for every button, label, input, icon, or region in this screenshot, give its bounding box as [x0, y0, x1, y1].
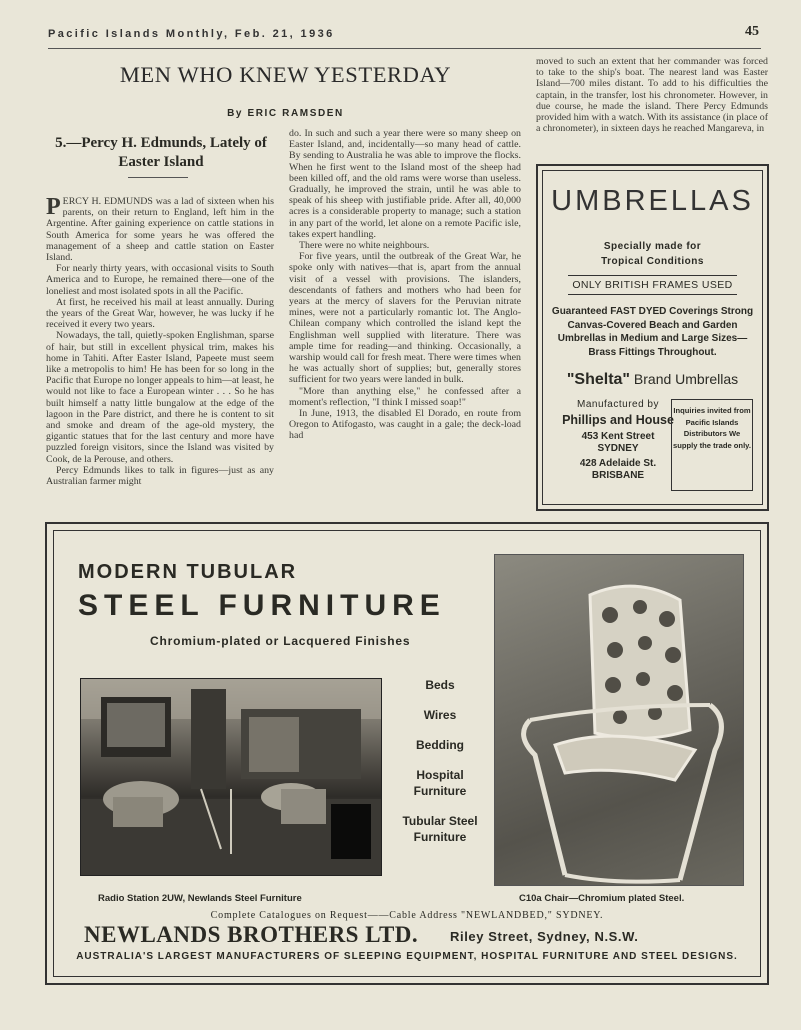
- article-title: MEN WHO KNEW YESTERDAY: [119, 62, 452, 87]
- umbrella-ad-frames-line: ONLY BRITISH FRAMES USED: [568, 275, 737, 295]
- furniture-ad-finishes: Chromium-plated or Lacquered Finishes: [150, 634, 411, 648]
- paragraph: In June, 1913, the disabled El Dorado, en route from Oregon to Atifogasto, was caught in a gale; the deck-load had: [289, 408, 521, 442]
- furniture-product-list: [400, 677, 480, 859]
- paragraph: For five years, until the outbreak of the Great War, he spoke only with natives—that is, apart from the annual visit of a vessel with provisions. The islanders, descendants of fathers and mothers who had been for years at the mercy of slavers for the Peruvian nitrate mines, were not a particularly romantic lot. The Anglo-Chilean company which controlled the island kept the Englishman well supplied with literature. There was ample time for reading—and thinking. Occasionally, a warship would call for fresh meat. There were times when he was actually short of supplies; but, generally stores sufficient for two years were landed in bulk.: [289, 251, 521, 386]
- article-column-3: [536, 56, 768, 134]
- company-name: NEWLANDS BROTHERS LTD.: [84, 922, 419, 947]
- company-tagline: AUSTRALIA'S LARGEST MANUFACTURERS OF SLEEPING EQUIPMENT, HOSPITAL FURNITURE AND STEEL DESIGNS.: [76, 951, 738, 962]
- umbrella-ad-title: UMBRELLAS: [551, 185, 754, 217]
- company-address: Riley Street, Sydney, N.S.W.: [450, 929, 639, 944]
- product-item: Beds: [425, 678, 455, 692]
- photo-caption-left: Radio Station 2UW, Newlands Steel Furniture: [98, 893, 302, 904]
- paragraph: Percy Edmunds likes to talk in figures—just as any Australian farmer might: [46, 464, 274, 488]
- article-column-2: [289, 128, 521, 442]
- publication-line: Pacific Islands Monthly, Feb. 21, 1936: [48, 28, 335, 40]
- paragraph: do. In such and such a year there were so many sheep on Easter Island, and, incidentally—so many head of cattle. By sending to Australia he was able to improve the flocks. When he first went to the Island most of the sheep had been killed off, and the old rams were worse than useless. Gradually, he improved the strain, until he was able to speak of his sheep with justifiable pride. After all, 40,000 acres is a considerable property to manage; such a station in any part of the world, let alone on a remote Pacific isle, takes expert handling.: [289, 128, 521, 240]
- umbrella-ad-brand: "Shelta" Brand Umbrellas: [566, 371, 739, 388]
- catalogue-line: Complete Catalogues on Request——Cable Address "NEWLANDBED," SYDNEY.: [210, 910, 604, 921]
- chair-photo: [494, 554, 744, 886]
- product-item: Bedding: [416, 738, 464, 752]
- umbrella-ad-inquiries-box: Inquiries invited from Pacific Islands Distributors We supply the trade only.: [671, 399, 753, 491]
- umbrella-ad-manufacturer: Manufactured by Phillips and House 453 Kent Street SYDNEY 428 Adelaide St. BRISBANE: [562, 399, 674, 481]
- page-number: 45: [745, 24, 759, 39]
- paragraph: At first, he received his mail at least annually. During the years of the Great War, however, he was lucky if he received it every two years.: [46, 296, 274, 331]
- paragraph: There were no white neighbours.: [299, 240, 430, 252]
- umbrella-advertisement: [536, 164, 769, 511]
- drop-cap: P: [46, 194, 61, 220]
- umbrella-ad-inner-border: [542, 170, 763, 505]
- product-item: Tubular Steel Furniture: [402, 814, 478, 844]
- paragraph: PERCY H. EDMUNDS was a lad of sixteen when his parents, on their return to England, left him in the Argentine. After gaining experience on cattle stations in South America for some years he was offered the management of a sheep and cattle station on Easter Island.: [46, 194, 274, 264]
- umbrella-ad-subtitle: Specially made for Tropical Conditions: [601, 241, 704, 267]
- product-item: Wires: [423, 708, 457, 722]
- photo-caption-right: C10a Chair—Chromium plated Steel.: [519, 893, 685, 904]
- article-byline: By ERIC RAMSDEN: [227, 108, 344, 119]
- furniture-advertisement: [45, 522, 769, 985]
- furniture-ad-inner-border: [53, 530, 761, 977]
- product-item: Hospital Furniture: [413, 768, 467, 798]
- furniture-ad-heading: MODERN TUBULAR: [78, 561, 298, 583]
- furniture-ad-headline: STEEL FURNITURE: [78, 589, 446, 622]
- paragraph: "More than anything else," he confessed after a moment's reflection, "I think I missed soap!": [289, 385, 521, 408]
- umbrella-ad-body: Guaranteed FAST DYED Coverings Strong Canvas-Covered Beach and Garden Umbrellas in Medium and Large Sizes—Brass Fittings Throughout.: [551, 306, 754, 358]
- paragraph: For nearly thirty years, with occasional visits to South America and to Europe, he remained there—one of the loneliest and most isolated spots in all the Pacific.: [46, 263, 274, 297]
- article-subhead: 5.—Percy H. Edmunds, Lately of Easter Island: [55, 135, 267, 170]
- article-column-1: [46, 196, 274, 487]
- paragraph: Nowadays, the tall, quietly-spoken Englishman, sparse of hair, but still in excellent physical trim, makes his home in Tahiti. After Easter Island, Papeete must seem like a metropolis to him! He has been for so long in the Pacific that Europe no longer appeals to him—at least, he would not like to face a European winter . . . So he has built himself a natty little bungalow at the edge of the lagoon in the Pare district, and there he is content to sit and smoke and dream of the age-old mystery, the gigantic statues that for the last century and more have puzzled foreign visitors, since the Island was visited by Cook, de la Perouse, and others.: [46, 330, 274, 465]
- running-header: [48, 22, 761, 49]
- radio-station-photo: [80, 678, 382, 876]
- paragraph: moved to such an extent that her commander was forced to take to the ship's boat. The nearest land was Easter Island—700 miles distant. To add to his difficulties the captain, in the transfer, lost his chronometer. However, in due course, he made the island. There Percy Edmunds provided him with a watch. With its assistance (in place of a chronometer), in sixteen days he reached Mangareva, in: [536, 56, 768, 135]
- subhead-rule: [128, 177, 188, 178]
